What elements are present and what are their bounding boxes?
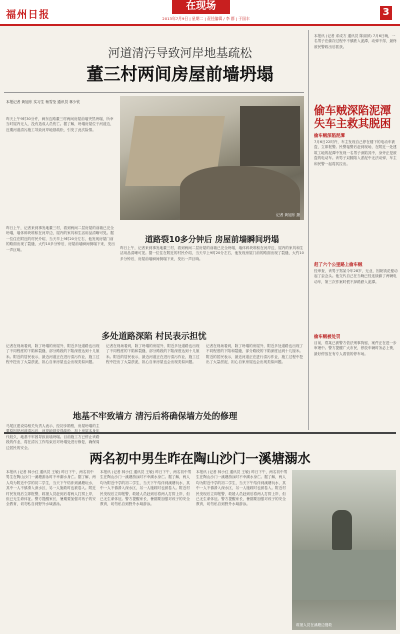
column-divider	[308, 30, 309, 430]
bottom-col-2	[100, 470, 192, 630]
side-subhead-2: 赶了六个公里路上偷车贼	[314, 263, 363, 268]
newspaper-logo: 福州日报	[6, 10, 50, 21]
body-2-col-3	[206, 344, 304, 406]
bottom-col-1	[6, 470, 96, 630]
masthead	[0, 0, 400, 26]
photo-shadow-shape	[240, 106, 300, 166]
side-intro-text: 本报讯 (记者 邓成方 通讯员 陈丽萍) 7月6日晚，一名男子在偷窃过程中不慎跌入泥潭，动弹不得，最终被民警救出后抓获。	[314, 34, 397, 49]
side-subhead-3: 偷车贼被处罚	[314, 335, 341, 340]
bottom-col-3	[196, 470, 288, 630]
drowning-photo[interactable]	[292, 470, 396, 630]
subhead-2: 多处道路深陷 村民表示担忧	[101, 332, 207, 342]
section-tab[interactable]: 在现场	[172, 0, 230, 14]
side-intro	[314, 34, 398, 100]
bottom-photo-caption: 救援人员在溪塘边搜救	[296, 623, 332, 627]
body-2-col-2	[106, 344, 202, 406]
main-body-1: 昨日上午，记者来到事发地董三村，看到两间二层房屋的前墙已完全坍塌，墙体碎块堆积在河岸边，屋内的家具和生活用品清晰可见。据一位住在附近的村民介绍，当天早上9时20分左右，他发现房屋门前的路面出现了裂缝，大约10多分钟后，房屋前墙瞬间倒塌下来，发出一声巨响。	[6, 226, 115, 252]
divider	[4, 92, 304, 93]
main-lead	[6, 117, 114, 217]
side-body-2-text: 经审查，该男子郑某今年28岁，无业，因缺钱花便动起了歪念头。他交代自己在当晚已经连续偷了两辆电动车，第三次作案时慌不择路跌入泥潭。	[314, 269, 398, 284]
photo-figure-shape	[332, 510, 352, 550]
side-body-1	[314, 140, 398, 260]
side-headline[interactable]: 偷车贼深陷泥潭 失车主救其脱困	[314, 104, 391, 130]
main-body-2b: 记者在现场看到，除了坍塌的房屋外，附近多处道路也出现了不同程度的下陷和裂缝，部分路段的下陷深度达到十几厘米。附近的居民表示，最近河道正在进行清污作业，施工过程中挖出了大量淤泥，担心自家房屋也会出现类似问题。	[106, 344, 200, 365]
page-number: 3	[380, 6, 392, 20]
main-body-3: 马尾区建设局相关负责人表示，经初步勘察，房屋坍塌的主 代较久，地基不牢固导致前墙坍塌。目前施工方已停止该路段的作业，将在清污工作结束后对坍塌处进行修复，确保周边居民的安全。	[6, 424, 100, 450]
main-col-left	[6, 226, 116, 326]
side-body-3	[314, 341, 398, 429]
dateline: 2013年7月9日 | 星期二 | 责任编辑 / 李 群 | 于国丰	[162, 16, 250, 21]
bottom-headline[interactable]: 两名初中男生昨在陶山沙门一溪塘溺水	[89, 452, 311, 467]
main-lead-text: 昨天上午9时30分许，闽东边路董三村两间房屋前墙突然坍塌，所幸当时屋内无人，没有造成人员伤亡。据了解，坍塌房屋位于河道边，近期河道清污施工导致河岸地基疏松，引发了此次险情。	[6, 117, 114, 132]
photo-water-shape	[292, 550, 396, 600]
main-kicker: 河道清污导致河岸地基疏松	[107, 46, 252, 60]
collapse-photo[interactable]	[120, 96, 304, 220]
section-divider	[4, 432, 396, 434]
body-2-col-1	[6, 344, 102, 406]
bottom-body-b: 本报讯 (记者 林小红 通讯员 王敏) 昨日下午，两名初中男生在陶山沙门一溪塘游泳时不幸溺水身亡。据了解，两人均为附近中学的初二学生，当天下午结伴到溪塘玩水，其中一人不慎滑入深水区，另一人施救时也被卷入。附近村民发现后立即报警，救援人员赶到后将两人打捞上岸，但已无生命体征。警方提醒家长，暑期要加强对孩子的安全教育，切勿私自到野外水域游泳。	[100, 470, 192, 507]
body-3-col-1	[6, 424, 102, 450]
main-body-2: 记者在现场看到，除了坍塌的房屋外，附近多处道路也出现了不同程度的下陷和裂缝，部分路段的下陷深度达到十几厘米。附近的居民表示，最近河道正在进行清污作业，施工过程中挖出了大量淤泥，担心自家房屋也会出现类似问题。	[6, 344, 100, 365]
subhead-3: 地基不牢致墙方 清污后将确保墙方处的修理	[72, 412, 238, 422]
main-headline[interactable]: 董三村两间房屋前墙坍塌	[86, 65, 274, 85]
side-body-1-text: 7月6日22时许，车主发现自己停在楼下的电动车被盗，立即报警。民警接警后赶到现场，在附近一处建筑工地的泥潭中发现一名男子深陷其中，身旁正是被盗的电动车。该男子双腿陷入淤泥中无法动弹，车主和民警一起将其拉出。	[314, 140, 397, 166]
side-body-2	[314, 269, 398, 329]
subhead-1: 道路裂10多分钟后 房屋前墙瞬间坍塌	[145, 235, 279, 244]
side-subhead-1: 偷车贼深陷泥潭	[314, 134, 345, 139]
main-body-1b: 昨日上午，记者来到事发地董三村，看到两间二层房屋的前墙已完全坍塌，墙体碎块堆积在河岸边，屋内的家具和生活用品清晰可见。据一位住在附近的村民介绍，当天早上9时20分左右，他发现房屋门前的路面出现了裂缝，大约10多分钟后，房屋前墙瞬间倒塌下来，发出一声巨响。	[120, 246, 304, 261]
main-col-right	[120, 246, 304, 326]
main-body-2c: 记者在现场看到，除了坍塌的房屋外，附近多处道路也出现了不同程度的下陷和裂缝，部分路段的下陷深度达到十几厘米。附近的居民表示，最近河道正在进行清污作业，施工过程中挖出了大量淤泥，担心自家房屋也会出现类似问题。	[206, 344, 304, 365]
side-body-3-text: 目前，郑某已被警方依法刑事拘留，案件正在进一步审理中。警方提醒广大市民，停放车辆时务必上锁，最好停放在有专人看管的停车场。	[314, 341, 397, 356]
main-byline: 本报记者 黄旭东 实习生 杨雪莹 通讯员 林少钦	[6, 100, 80, 104]
photo-rubble-shape	[180, 166, 300, 220]
photo-caption: 记者 黄旭东 摄	[276, 213, 300, 217]
bottom-body-c: 本报讯 (记者 林小红 通讯员 王敏) 昨日下午，两名初中男生在陶山沙门一溪塘游泳时不幸溺水身亡。据了解，两人均为附近中学的初二学生，当天下午结伴到溪塘玩水，其中一人不慎滑入深水区，另一人施救时也被卷入。附近村民发现后立即报警，救援人员赶到后将两人打捞上岸，但已无生命体征。警方提醒家长，暑期要加强对孩子的安全教育，切勿私自到野外水域游泳。	[196, 470, 288, 507]
bottom-body: 本报讯 (记者 林小红 通讯员 王敏) 昨日下午，两名初中男生在陶山沙门一溪塘游泳时不幸溺水身亡。据了解，两人均为附近中学的初二学生，当天下午结伴到溪塘玩水，其中一人不慎滑入深水区，另一人施救时也被卷入。附近村民发现后立即报警，救援人员赶到后将两人打捞上岸，但已无生命体征。警方提醒家长，暑期要加强对孩子的安全教育，切勿私自到野外水域游泳。	[6, 470, 96, 507]
